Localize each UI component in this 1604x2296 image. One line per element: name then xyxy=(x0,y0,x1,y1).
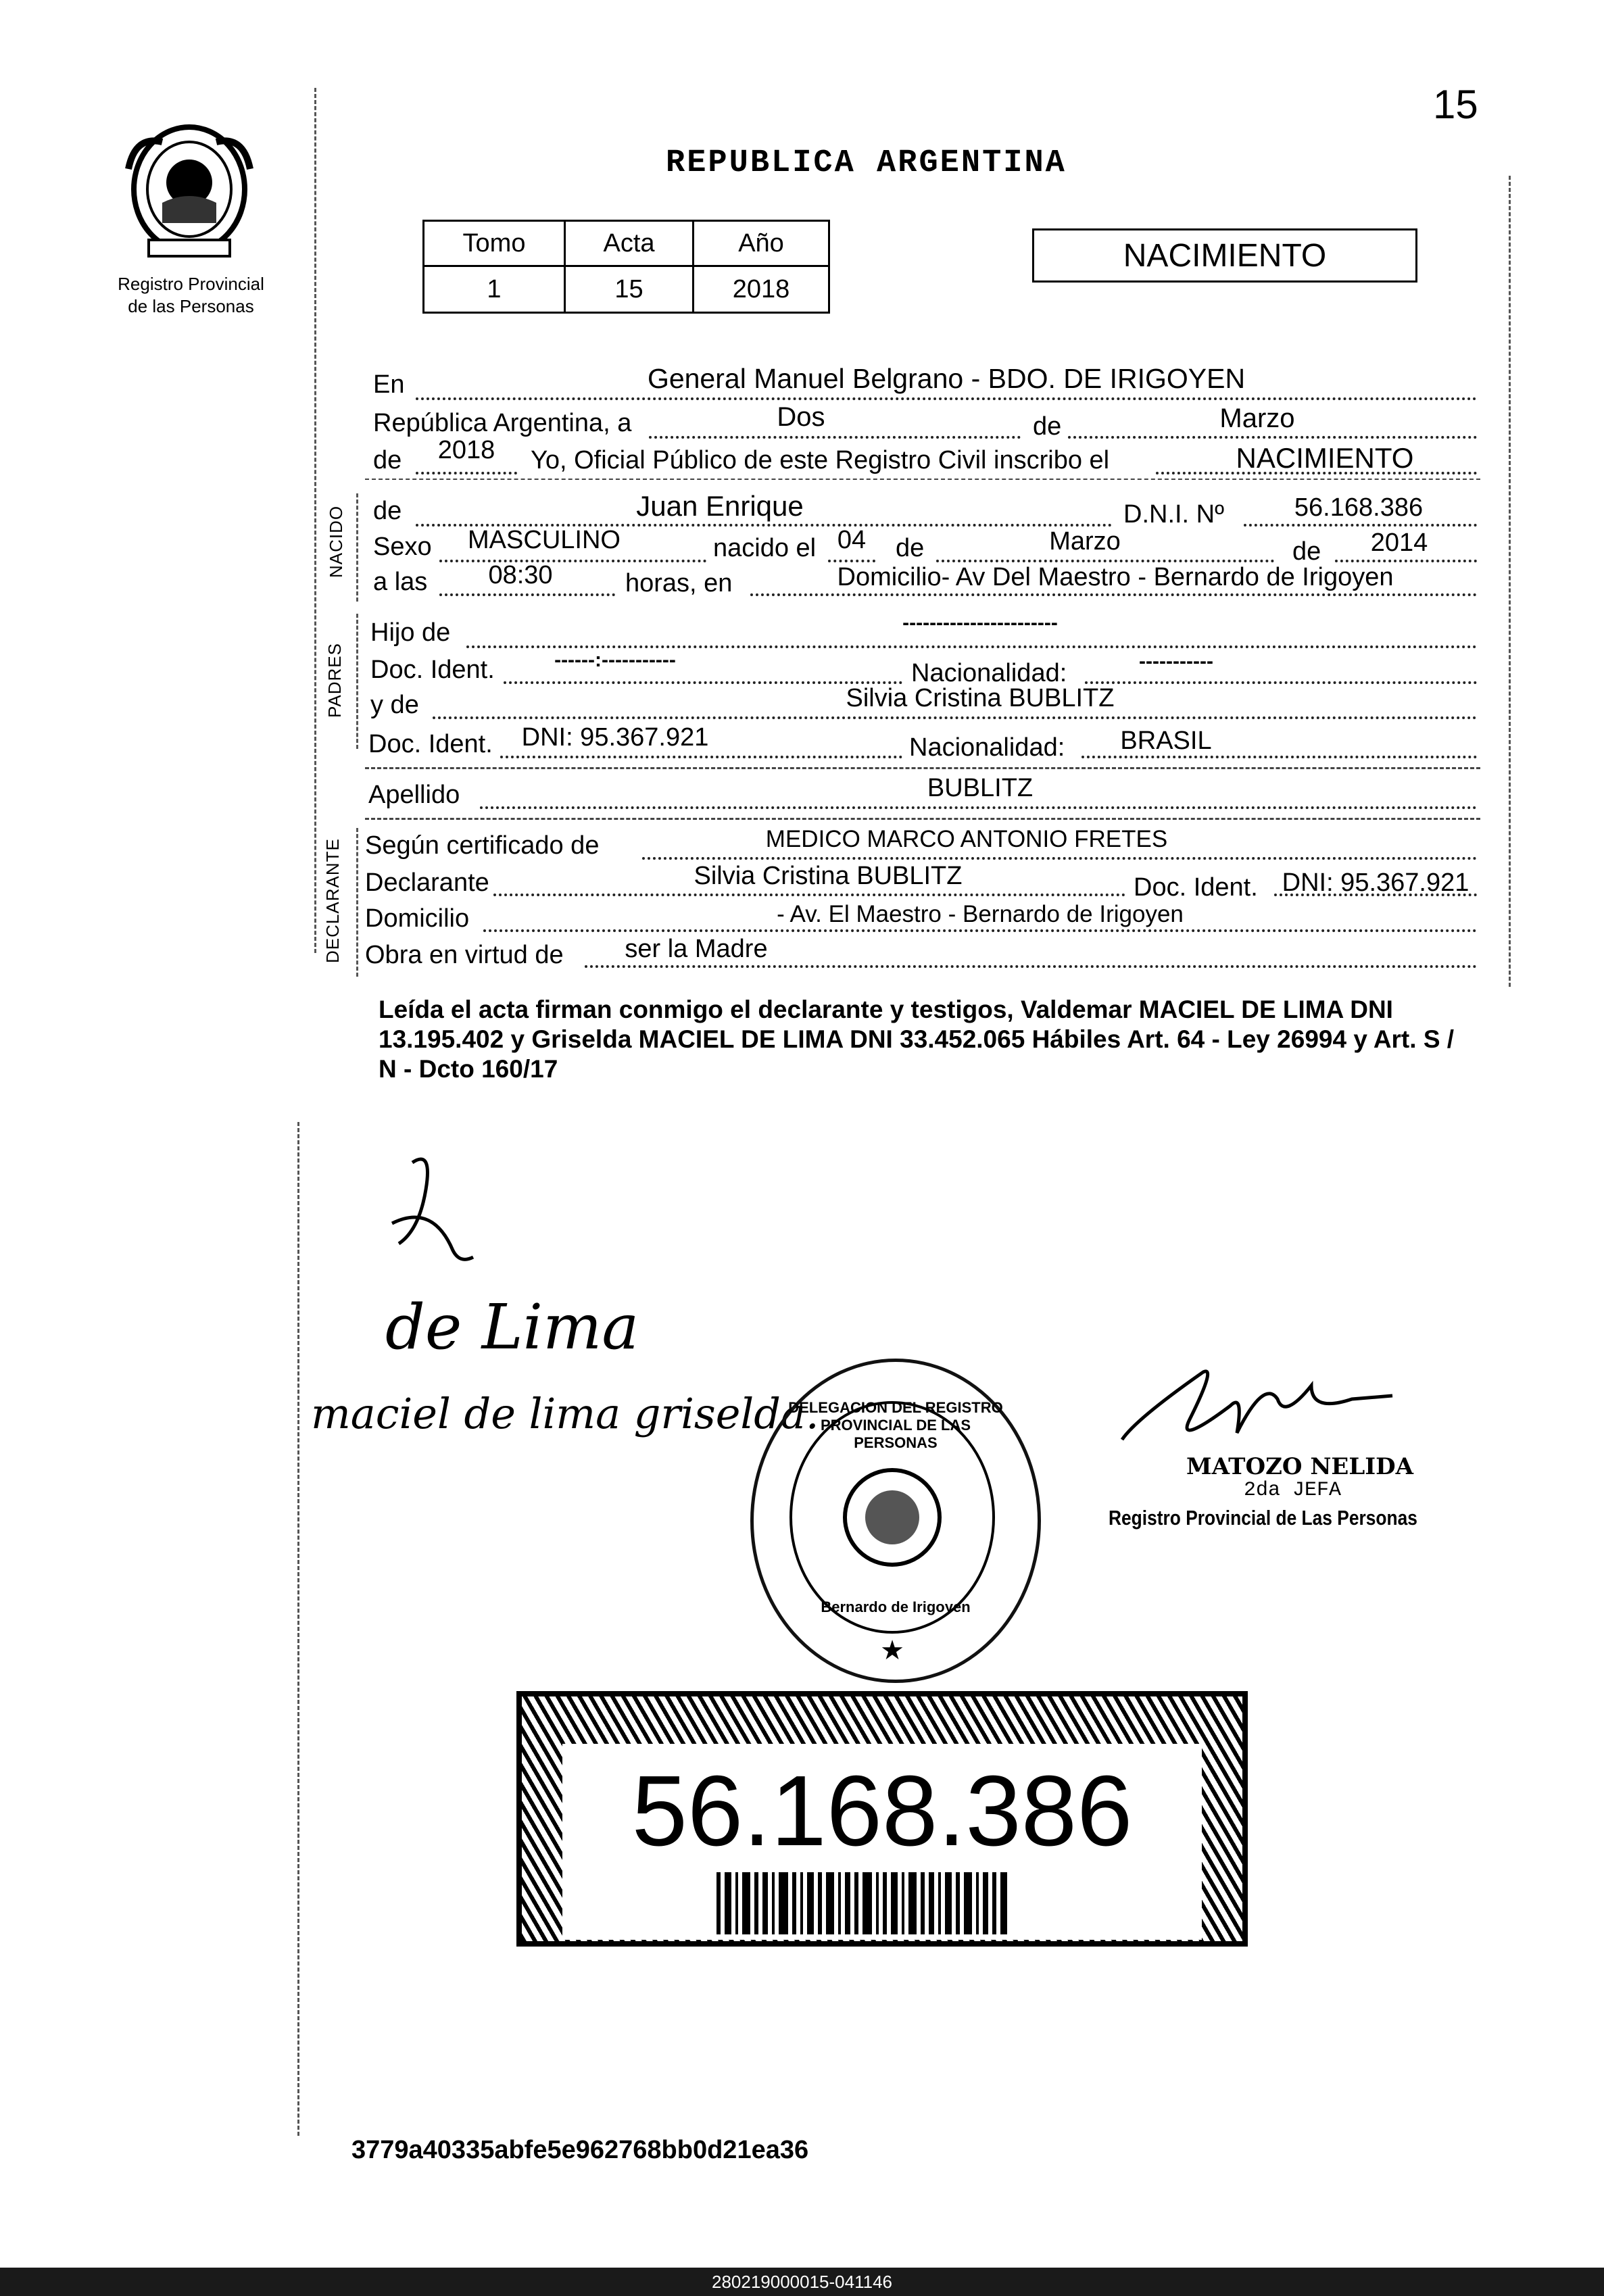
doc3-value: DNI: 95.367.921 xyxy=(1282,869,1469,897)
hijo-de-dots xyxy=(466,645,1477,648)
official-role: 2da JEFA xyxy=(1244,1479,1342,1502)
table-value-anio: 2018 xyxy=(692,265,830,314)
y-de-label: y de xyxy=(370,691,419,719)
side-label-declarante: DECLARANTE xyxy=(322,838,343,963)
segun-label: Según certificado de xyxy=(365,831,600,860)
de3-label: de xyxy=(896,534,925,562)
document-hash: 3779a40335abfe5e962768bb0d21ea36 xyxy=(351,2136,809,2164)
sexo-value: MASCULINO xyxy=(468,526,621,554)
yo-label: Yo, Oficial Público de este Registro Civil inscribo el xyxy=(531,446,1110,474)
nac-dia-value: 04 xyxy=(837,526,867,554)
registry-round-stamp xyxy=(750,1359,1041,1683)
segun-dots xyxy=(642,857,1477,860)
nac-mes-dots xyxy=(936,560,1274,562)
dni-label: D.N.I. Nº xyxy=(1123,500,1224,529)
obra-label: Obra en virtud de xyxy=(365,941,564,969)
barcode xyxy=(716,1872,1087,1934)
hijo-de-label: Hijo de xyxy=(370,618,451,647)
en-value: General Manuel Belgrano - BDO. DE IRIGOYEN xyxy=(647,363,1246,394)
separator-line-3 xyxy=(365,818,1480,820)
sexo-label: Sexo xyxy=(373,533,432,561)
de2-label: de xyxy=(373,446,402,474)
doc3-label: Doc. Ident. xyxy=(1134,873,1258,902)
segun-value: MEDICO MARCO ANTONIO FRETES xyxy=(765,826,1168,852)
anio-dots xyxy=(416,472,517,474)
stamp-inner-text: Bernardo de Irigoyen xyxy=(821,1598,971,1615)
banner-inner xyxy=(562,1744,1202,1940)
inscribo-value: NACIMIENTO xyxy=(1236,442,1414,474)
en-dots xyxy=(416,397,1477,400)
a-las-label: a las xyxy=(373,568,428,596)
province-seal-logo xyxy=(122,122,257,264)
left-margin-line xyxy=(314,88,316,953)
en-label: En xyxy=(373,370,405,399)
domicilio-value: - Av. El Maestro - Bernardo de Irigoyen xyxy=(777,901,1184,927)
side-label-padres: PADRES xyxy=(324,643,345,718)
obra-value: ser la Madre xyxy=(625,935,768,963)
lugar-value: Domicilio- Av Del Maestro - Bernardo de Irigoyen xyxy=(837,563,1394,591)
dni-value: 56.168.386 xyxy=(1294,493,1424,522)
separator-line-2 xyxy=(365,767,1480,769)
separator-line xyxy=(365,479,1480,480)
signing-paragraph: Leída el acta firman conmigo el declarante y testigos, Valdemar MACIEL DE LIMA DNI 13.195.402 y Griselda MACIEL DE LIMA DNI 33.452.065 Hábiles Art. 64 - Ley 26994 y Art. S / N - Dcto 160/17 xyxy=(379,996,1455,1083)
horas-en-label: horas, en xyxy=(625,569,733,597)
doc2-value: DNI: 95.367.921 xyxy=(521,723,709,752)
nac1-value: ----------- xyxy=(1139,650,1213,673)
declarante-bracket xyxy=(356,828,358,977)
obra-dots xyxy=(585,965,1477,968)
doc1-value: ------:----------- xyxy=(554,649,676,671)
doc1-label: Doc. Ident. xyxy=(370,656,495,684)
dni-dots xyxy=(1244,524,1477,527)
page-title: REPUBLICA ARGENTINA xyxy=(666,145,1067,181)
declarante-label: Declarante xyxy=(365,869,489,897)
official-office: Registro Provincial de Las Personas xyxy=(1109,1506,1417,1530)
svg-text:★: ★ xyxy=(880,1635,904,1666)
dia-dots xyxy=(649,436,1021,439)
nacido-bracket xyxy=(356,493,358,602)
official-signature xyxy=(1109,1338,1406,1467)
padres-bracket xyxy=(356,614,358,749)
republica-label: República Argentina, a xyxy=(373,409,632,437)
stamp-text: DELEGACION DEL REGISTRO PROVINCIAL DE LAS PERSONAS xyxy=(788,1399,1003,1451)
doc3-dots xyxy=(1274,894,1477,896)
hora-value: 08:30 xyxy=(488,561,553,589)
banner-number: 56.168.386 xyxy=(631,1755,1133,1867)
nacido-de-label: de xyxy=(373,497,402,525)
dni-banner xyxy=(516,1691,1248,1947)
de1-label: de xyxy=(1033,412,1062,441)
lugar-dots xyxy=(750,593,1477,596)
declarante-value: Silvia Cristina BUBLITZ xyxy=(694,862,963,890)
nacido-el-label: nacido el xyxy=(713,534,817,562)
table-header-tomo: Tomo xyxy=(422,220,566,267)
hijo-de-value: ----------------------- xyxy=(902,612,1058,634)
right-margin-line xyxy=(1509,176,1511,987)
mes-dots xyxy=(1068,436,1477,439)
doc2-label: Doc. Ident. xyxy=(368,730,493,758)
dia-value: Dos xyxy=(777,402,825,432)
record-type-box: NACIMIENTO xyxy=(1032,228,1417,283)
hora-dots xyxy=(439,593,615,596)
signature-2: de Lima xyxy=(385,1291,639,1363)
table-header-acta: Acta xyxy=(564,220,694,267)
signature-3: maciel de lima griselda. xyxy=(311,1389,819,1438)
nac2-value: BRASIL xyxy=(1120,727,1212,755)
declarante-dots xyxy=(493,894,1125,896)
domicilio-dots xyxy=(483,929,1477,932)
nac-dia-dots xyxy=(828,560,875,562)
nac1-label: Nacionalidad: xyxy=(911,659,1067,687)
nac-anio-value: 2014 xyxy=(1370,529,1428,557)
nombre-value: Juan Enrique xyxy=(636,490,804,522)
mes-value: Marzo xyxy=(1219,404,1295,433)
left-margin-line-lower xyxy=(297,1122,299,2136)
domicilio-label: Domicilio xyxy=(365,904,470,933)
table-header-anio: Año xyxy=(692,220,830,267)
side-label-nacido: NACIDO xyxy=(326,505,346,578)
table-value-acta: 15 xyxy=(564,265,694,314)
anio-value: 2018 xyxy=(437,436,495,464)
table-value-tomo: 1 xyxy=(422,265,566,314)
doc2-dots xyxy=(500,756,902,758)
madre-value: Silvia Cristina BUBLITZ xyxy=(846,684,1115,712)
nac2-dots xyxy=(1082,756,1477,758)
nac-mes-value: Marzo xyxy=(1049,527,1121,556)
nac-anio-dots xyxy=(1335,560,1477,562)
nac2-label: Nacionalidad: xyxy=(909,733,1065,762)
de4-label: de xyxy=(1292,537,1321,566)
apellido-dots xyxy=(480,806,1477,809)
footer-code-bar: 280219000015-041146 xyxy=(0,2268,1604,2296)
page-number: 15 xyxy=(1433,82,1478,127)
signature-1 xyxy=(379,1149,487,1284)
apellido-label: Apellido xyxy=(368,781,460,809)
official-name: MATOZO NELIDA xyxy=(1186,1453,1414,1480)
logo-caption-1: Registro Provincial xyxy=(118,274,264,294)
apellido-value: BUBLITZ xyxy=(927,774,1034,802)
logo-caption-2: de las Personas xyxy=(128,296,254,316)
madre-dots xyxy=(433,716,1477,719)
